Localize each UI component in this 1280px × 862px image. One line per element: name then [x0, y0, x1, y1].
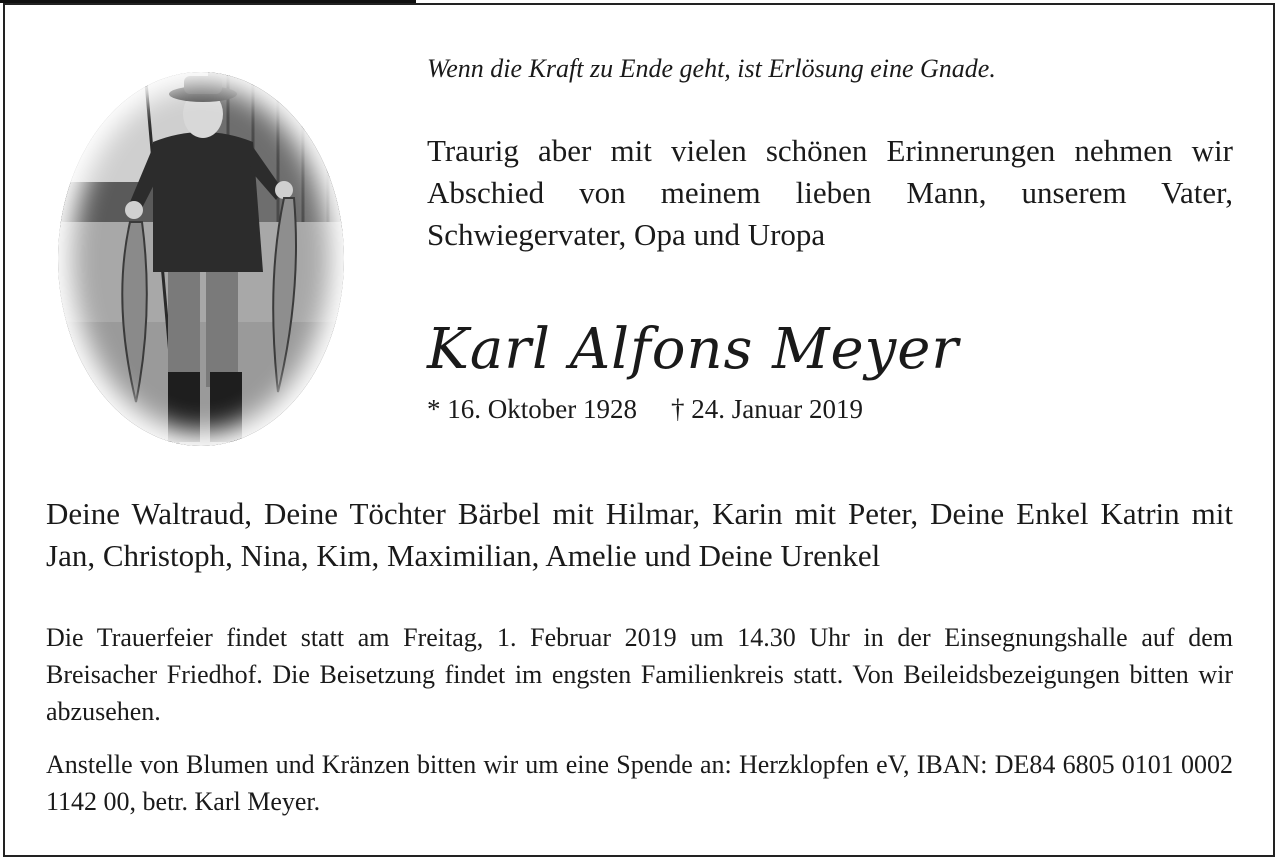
family-list: Deine Waltraud, Deine Töchter Bärbel mit Hilmar, Karin mit Peter, Deine Enkel Katrin mit Jan, Christoph, Nina, Kim, Maximilian, Amelie und Deine Urenkel	[46, 496, 1233, 573]
death-date: † 24. Januar 2019	[670, 394, 863, 424]
portrait-illustration	[58, 72, 344, 446]
life-dates	[427, 392, 863, 426]
portrait-photo	[58, 72, 344, 446]
ceremony-info: Die Trauerfeier findet statt am Freitag, 1. Februar 2019 um 14.30 Uhr in der Einsegnungshalle auf dem Breisacher Friedhof. Die Beisetzung findet im engsten Familienkreis statt. Von Beileidsbezeigungen bitten wir abzusehen.	[46, 623, 1233, 726]
birth-date: * 16. Oktober 1928	[427, 394, 637, 424]
intro-text: Traurig aber mit vielen schönen Erinnerungen nehmen wir Abschied von meinem lieben Mann, unserem Vater, Schwiegervater, Opa und Uropa	[427, 133, 1233, 252]
deceased-name: Karl Alfons Meyer	[427, 317, 960, 382]
motto-quote: Wenn die Kraft zu Ende geht, ist Erlösung eine Gnade.	[427, 54, 996, 83]
donation-info: Anstelle von Blumen und Kränzen bitten wir um eine Spende an: Herzklopfen eV, IBAN: DE84 6805 0101 0002 1142 00, betr. Karl Meyer.	[46, 750, 1233, 816]
